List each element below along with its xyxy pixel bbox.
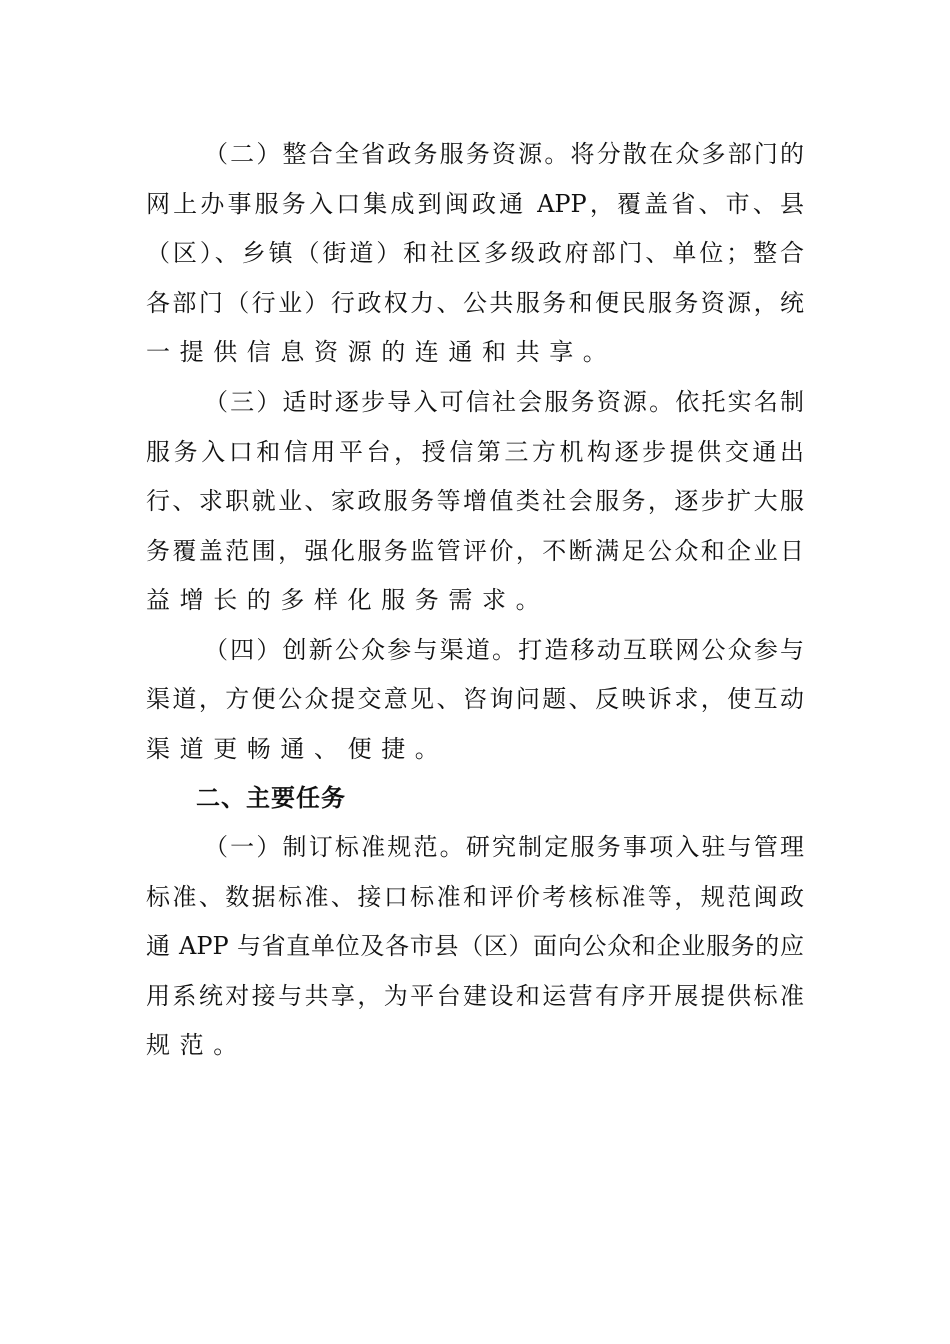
paragraph-line: （三）适时逐步导入可信社会服务资源。依托实名制 <box>204 388 804 416</box>
paragraph-line: 益增长的多样化服务需求。 <box>146 586 550 614</box>
paragraph-line: 渠道，方便公众提交意见、咨询问题、反映诉求，使互动 <box>146 685 804 713</box>
paragraph-line: 行、求职就业、家政服务等增值类社会服务，逐步扩大服 <box>146 487 804 515</box>
paragraph-line: 渠道更畅通、便捷。 <box>146 735 449 763</box>
paragraph-line: 服务入口和信用平台，授信第三方机构逐步提供交通出 <box>146 438 804 466</box>
section-heading: 二、主要任务 <box>196 784 346 812</box>
paragraph-line: （一）制订标准规范。研究制定服务事项入驻与管理 <box>204 833 804 861</box>
paragraph-line: 务覆盖范围，强化服务监管评价，不断满足公众和企业日 <box>146 537 804 565</box>
paragraph-line: 一提供信息资源的连通和共享。 <box>146 338 617 366</box>
paragraph-line: （四）创新公众参与渠道。打造移动互联网公众参与 <box>204 636 804 664</box>
paragraph-line: （区）、乡镇（街道）和社区多级政府部门、单位；整合 <box>146 239 804 267</box>
paragraph-line: （二）整合全省政务服务资源。将分散在众多部门的 <box>204 140 804 168</box>
paragraph-line: 标准、数据标准、接口标准和评价考核标准等，规范闽政 <box>146 883 804 911</box>
paragraph-line: 规范。 <box>146 1031 247 1059</box>
paragraph-line: 各部门（行业）行政权力、公共服务和便民服务资源，统 <box>146 289 804 317</box>
paragraph-line: 网上办事服务入口集成到闽政通 APP，覆盖省、市、县 <box>146 190 804 218</box>
paragraph-line: 用系统对接与共享，为平台建设和运营有序开展提供标准 <box>146 982 804 1010</box>
paragraph-line: 通 APP 与省直单位及各市县（区）面向公众和企业服务的应 <box>146 932 804 960</box>
